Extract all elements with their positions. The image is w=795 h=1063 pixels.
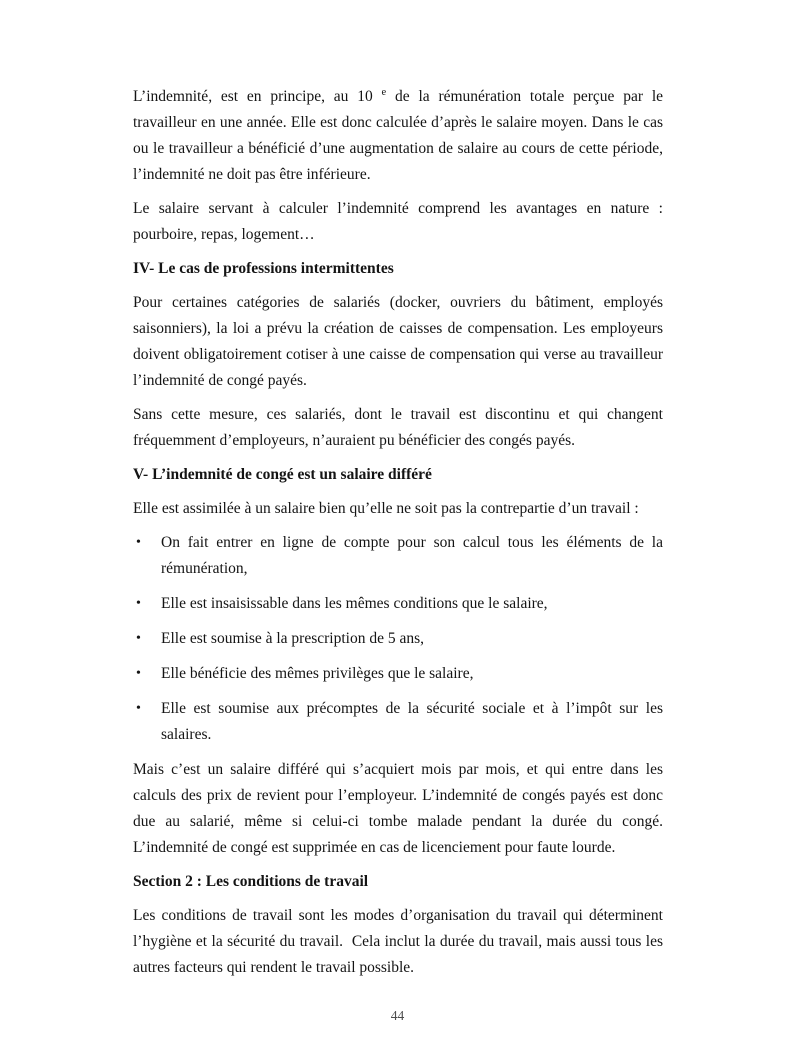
list-item xyxy=(133,626,663,652)
list-item-text: Elle est soumise aux précomptes de la sécurité sociale et à l’impôt sur les salaires. xyxy=(161,700,663,743)
paragraph-text-before-sup: L’indemnité, est en principe, au 10 xyxy=(133,88,382,105)
bullet-icon: • xyxy=(136,666,141,681)
paragraph-assimilee-salaire: Elle est assimilée à un salaire bien qu’elle ne soit pas la contrepartie d’un travail : xyxy=(133,500,639,517)
paragraph-salaire-avantages: Le salaire servant à calculer l’indemnité comprend les avantages en nature : pourboire, repas, logement… xyxy=(133,200,663,243)
bullet-icon: • xyxy=(136,535,141,550)
list-item xyxy=(133,661,663,687)
list-item-text: On fait entrer en ligne de compte pour son calcul tous les éléments de la rémunération, xyxy=(161,534,663,577)
list-item-text: Elle est soumise à la prescription de 5 ans, xyxy=(161,630,425,647)
paragraph-caisses-compensation: Pour certaines catégories de salariés (docker, ouvriers du bâtiment, employés saisonniers), la loi a prévu la création de caisses de compensation. Les employeurs doivent obligatoirement cotiser à une caisse de compensation qui verse au travailleur l’indemnité de congé payés. xyxy=(133,294,663,389)
paragraph-sans-cette-mesure: Sans cette mesure, ces salariés, dont le travail est discontinu et qui changent fréquemment d’employeurs, n’auraient pu bénéficier des congés payés. xyxy=(133,406,663,449)
list-item-text: Elle est insaisissable dans les mêmes conditions que le salaire, xyxy=(161,595,548,612)
list-item-text: Elle bénéficie des mêmes privilèges que le salaire, xyxy=(161,665,474,682)
heading-v-salaire-differe: V- L’indemnité de congé est un salaire différé xyxy=(133,466,432,483)
page-number: 44 xyxy=(390,1008,405,1023)
superscript-ordinal: e xyxy=(381,86,387,98)
list-item xyxy=(133,591,663,617)
bullet-list xyxy=(133,530,663,748)
paragraph-salaire-differe-acquiert: Mais c’est un salaire différé qui s’acquiert mois par mois, et qui entre dans les calculs des prix de revient pour l’employeur. L’indemnité de congés payés est donc due au salarié, même si celui-ci tombe malade pendant la durée du congé. L’indemnité de congé est supprimée en cas de licenciement pour faute lourde. xyxy=(133,761,663,856)
bullet-icon: • xyxy=(136,701,141,716)
document-content xyxy=(133,84,663,989)
list-item xyxy=(133,696,663,748)
heading-iv-professions-intermittentes: IV- Le cas de professions intermittentes xyxy=(133,260,394,277)
heading-section2-conditions-travail: Section 2 : Les conditions de travail xyxy=(133,873,369,890)
bullet-icon: • xyxy=(136,631,141,646)
list-item xyxy=(133,530,663,582)
paragraph-indemnite-principe xyxy=(133,84,663,188)
bullet-icon: • xyxy=(136,596,141,611)
paragraph-conditions-travail: Les conditions de travail sont les modes d’organisation du travail qui déterminent l’hygiène et la sécurité du travail. Cela inclut la durée du travail, mais aussi tous les autres facteurs qui rendent le travail possible. xyxy=(133,907,663,976)
paragraph-text-after-sup: de la rémunération totale perçue par le travailleur en une année. Elle est donc calculée d’après le salaire moyen. Dans le cas ou le travailleur a bénéficié d’une augmentation de salaire au cours de cette période, l’indemnité ne doit pas être inférieure. xyxy=(133,88,664,183)
